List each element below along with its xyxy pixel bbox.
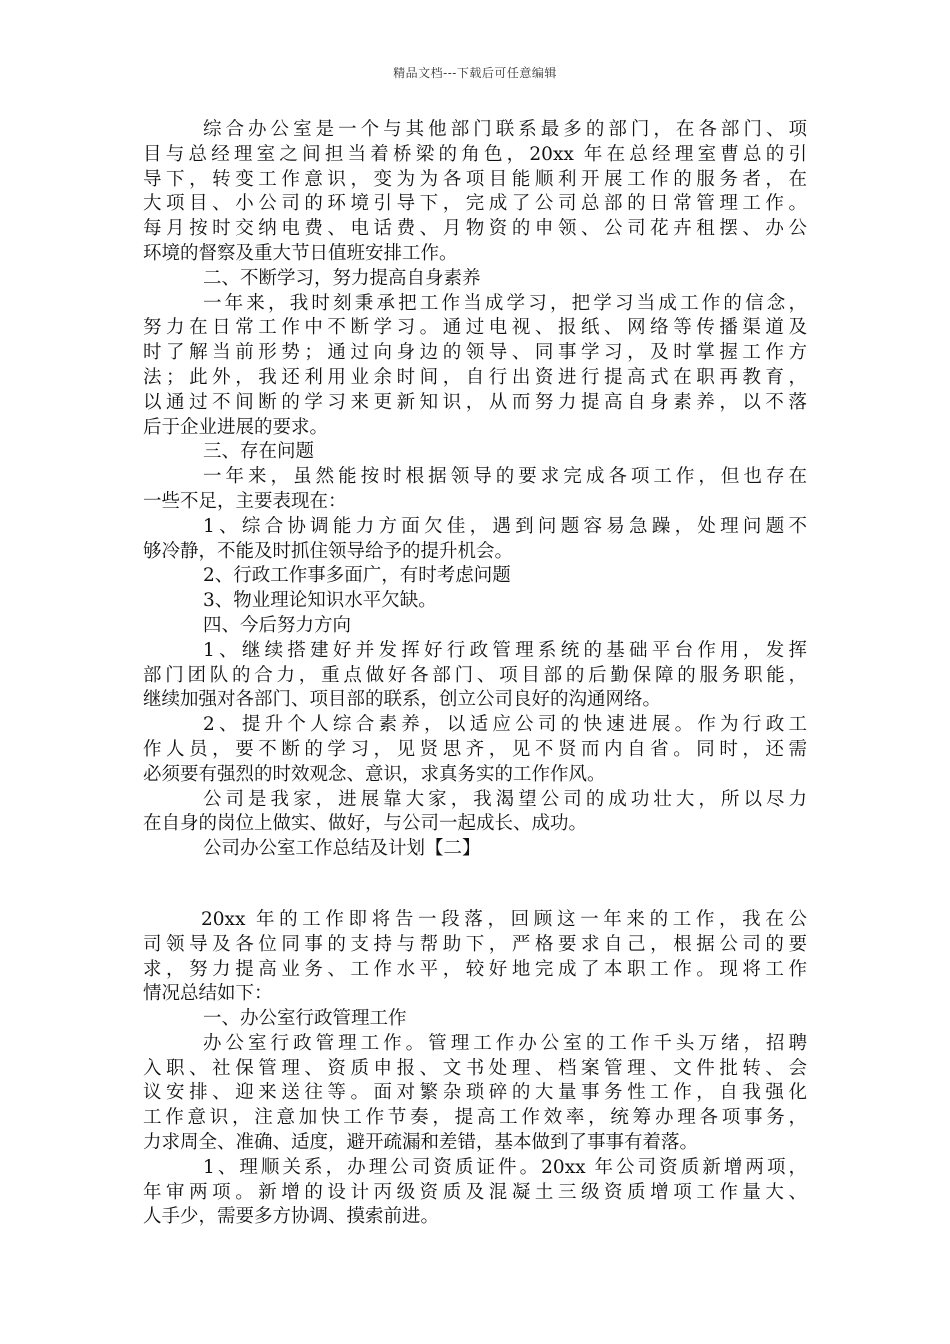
paragraph-line: 入职、社保管理、资质申报、文书处理、档案管理、文件批转、会 bbox=[143, 1057, 807, 1079]
paragraph-line: 环境的督察及重大节日值班安排工作。 bbox=[143, 242, 458, 264]
list-item-line: 必须要有强烈的时效观念、意识，求真务实的工作作风。 bbox=[143, 763, 606, 785]
paragraph-line: 一年来，虽然能按时根据领导的要求完成各项工作，但也存在 bbox=[203, 466, 807, 488]
section-spacer bbox=[143, 862, 807, 908]
paragraph-line: 工作意识，注意加快工作节奏，提高工作效率，统筹办理各项事务， bbox=[143, 1107, 807, 1129]
list-item-line: 1、理顺关系，办理公司资质证件。20xx 年公司资质新增两项， bbox=[203, 1156, 807, 1178]
page-header: 精品文档---下载后可任意编辑 bbox=[393, 66, 557, 80]
list-item-line: 2、行政工作事多面广，有时考虑问题 bbox=[203, 565, 511, 587]
list-item-line: 3、物业理论知识水平欠缺。 bbox=[203, 590, 437, 612]
paragraph-line: 在自身的岗位上做实、做好，与公司一起成长、成功。 bbox=[143, 813, 588, 835]
list-item-line: 2、提升个人综合素养，以适应公司的快速进展。作为行政工 bbox=[203, 714, 807, 736]
section-heading: 二、不断学习，努力提高自身素养 bbox=[203, 267, 481, 289]
paragraph-line: 时了解当前形势；通过向身边的领导、同事学习，及时掌握工作方 bbox=[143, 342, 807, 364]
paragraph-line: 议安排、迎来送往等。面对繁杂琐碎的大量事务性工作，自我强化 bbox=[143, 1082, 807, 1104]
paragraph-line: 后于企业进展的要求。 bbox=[143, 416, 329, 438]
paragraph-line: 以通过不间断的学习来更新知识，从而努力提高自身素养，以不落 bbox=[143, 391, 807, 413]
document-subtitle: 公司办公室工作总结及计划【二】 bbox=[203, 838, 481, 860]
list-item-line: 1、继续搭建好并发挥好行政管理系统的基础平台作用，发挥 bbox=[203, 639, 807, 661]
list-item-line: 部门团队的合力，重点做好各部门、项目部的后勤保障的服务职能， bbox=[143, 664, 807, 686]
paragraph-line: 大项目、小公司的环境引导下，完成了公司总部的日常管理工作。 bbox=[143, 193, 807, 215]
paragraph-line: 导下，转变工作意识，变为为各项目能顺利开展工作的服务者，在 bbox=[143, 168, 807, 190]
list-item-line: 作人员，要不断的学习，见贤思齐，见不贤而内自省。同时，还需 bbox=[143, 738, 807, 760]
paragraph-line: 求，努力提高业务、工作水平，较好地完成了本职工作。现将工作 bbox=[143, 958, 807, 980]
list-item-line: 1、综合协调能力方面欠佳，遇到问题容易急躁，处理问题不 bbox=[203, 515, 807, 537]
paragraph-line: 法；此外，我还利用业余时间，自行出资进行提高式在职再教育， bbox=[143, 366, 807, 388]
paragraph-line: 努力在日常工作中不断学习。通过电视、报纸、网络等传播渠道及 bbox=[143, 317, 807, 339]
section-heading: 一、办公室行政管理工作 bbox=[203, 1008, 407, 1030]
list-item-line: 人手少，需要多方协调、摸索前进。 bbox=[143, 1206, 440, 1228]
list-item-line: 年审两项。新增的设计丙级资质及混凝土三级资质增项工作量大、 bbox=[143, 1181, 807, 1203]
paragraph-line: 情况总结如下： bbox=[143, 983, 273, 1005]
paragraph-line: 一年来，我时刻秉承把工作当成学习，把学习当成工作的信念， bbox=[203, 292, 807, 314]
list-item-line: 够冷静，不能及时抓住领导给予的提升机会。 bbox=[143, 540, 514, 562]
paragraph-line: 一些不足，主要表现在： bbox=[143, 490, 347, 512]
list-item-line: 继续加强对各部门、项目部的联系，创立公司良好的沟通网络。 bbox=[143, 689, 662, 711]
document-body bbox=[143, 118, 807, 1230]
paragraph-line: 目与总经理室之间担当着桥梁的角色，20xx 年在总经理室曹总的引 bbox=[143, 143, 807, 165]
paragraph-line: 公司是我家，进展靠大家，我渴望公司的成功壮大，所以尽力 bbox=[203, 788, 807, 810]
paragraph-line: 司领导及各位同事的支持与帮助下，严格要求自己，根据公司的要 bbox=[143, 933, 807, 955]
paragraph-line: 力求周全、准确、适度，避开疏漏和差错，基本做到了事事有着落。 bbox=[143, 1132, 699, 1154]
paragraph-line: 综合办公室是一个与其他部门联系最多的部门，在各部门、项 bbox=[203, 119, 807, 140]
paragraph-line: 办公室行政管理工作。管理工作办公室的工作千头万绪，招聘 bbox=[203, 1032, 807, 1054]
section-heading: 三、存在问题 bbox=[203, 441, 315, 463]
paragraph-line: 20xx 年的工作即将告一段落，回顾这一年来的工作，我在公 bbox=[201, 908, 807, 930]
section-heading: 四、今后努力方向 bbox=[203, 614, 352, 636]
paragraph-line: 每月按时交纳电费、电话费、月物资的申领、公司花卉租摆、办公 bbox=[143, 218, 807, 240]
